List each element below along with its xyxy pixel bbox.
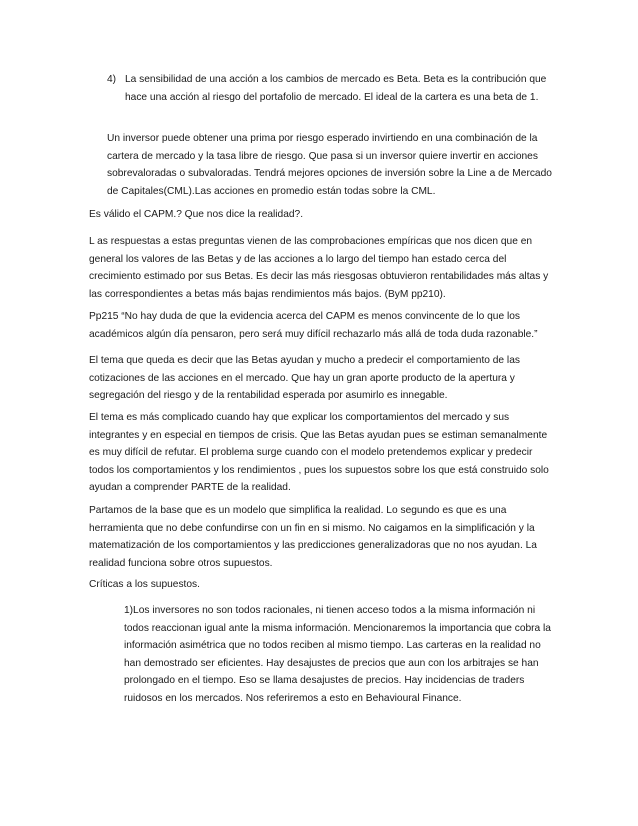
item-number: 4) (107, 74, 117, 85)
paragraph-critica-1: 1)Los inversores no son todos racionales, ni tienen acceso todos a la misma información ni todos reaccionan igual ante la misma información. Mencionaremos la importancia que cobra la información asimétrica que no todos reciben al mismo tiempo. Las carteras en la realidad no han demostrado ser eficientes. Hay desajustes de precios que aun con los arbitrajes se han prolongado en el tiempo. Eso se llama desajustes de precios. Hay incidencias de traders ruidosos en los mercados. Nos referiremos a esto en Behavioural Finance. (124, 605, 551, 704)
paragraph-valido: Es válido el CAPM.? Que nos dice la realidad?. (89, 209, 304, 220)
paragraph-respuestas: L as respuestas a estas preguntas vienen de las comprobaciones empíricas que nos dicen que en general los valores de las Betas y de las acciones a lo largo del tiempo han estado cerca del crecimiento estimado por sus Betas. Es decir las más riesgosas obtuvieron rentabilidades más altas y las correspondientes a betas más bajas rendimientos más bajos. (ByM pp210). (89, 236, 549, 300)
paragraph-criticas-heading: Críticas a los supuestos. (89, 579, 200, 590)
item-text: La sensibilidad de una acción a los cambios de mercado es Beta. Beta es la contribución que hace una acción al riesgo del portafolio de mercado. El ideal de la cartera es una beta de 1. (125, 74, 547, 103)
paragraph-tema-1: El tema que queda es decir que las Betas ayudan y mucho a predecir el comportamiento de las cotizaciones de las acciones en el mercado. Que hay un gran aporte producto de la apertura y segregación del riesgo y de la rentabilidad esperada por asumirlo es innegable. (89, 355, 520, 401)
paragraph-tema-2: El tema es más complicado cuando hay que explicar los comportamientos del mercado y sus integrantes y en especial en tiempos de crisis. Que las Betas ayudan pues se estiman semanalmente es muy difícil de refutar. El problema surge cuando con el modelo pretendemos explicar y predecir todos los comportamientos y los rendimientos , pues los supuestos sobre los que está construido solo ayudan a comprender PARTE de la realidad. (89, 412, 549, 493)
paragraph-pp215: Pp215 “No hay duda de que la evidencia acerca del CAPM es menos convincente de lo que los académicos algún día pensaron, pero será muy difícil rechazarlo más allá de toda duda razonable.” (89, 311, 538, 340)
paragraph-partamos: Partamos de la base que es un modelo que simplifica la realidad. Lo segundo es que es una herramienta que no debe confundirse con un fin en si mismo. No caigamos en la simplificación y la matematización de los comportamientos y las predicciones generalizadoras que no nos ayudan. La realidad funciona sobre otros supuestos. (89, 505, 537, 569)
numbered-item-4 (107, 71, 547, 106)
paragraph-inversor: Un inversor puede obtener una prima por riesgo esperado invirtiendo en una combinación de la cartera de mercado y la tasa libre de riesgo. Que pasa si un inversor quiere invertir en acciones sobrevaloradas o subvaloradas. Tendrá mejores opciones de inversión sobre la Line a de Mercado de Capitales(CML).Las acciones en promedio están todas sobre la CML. (107, 133, 552, 197)
